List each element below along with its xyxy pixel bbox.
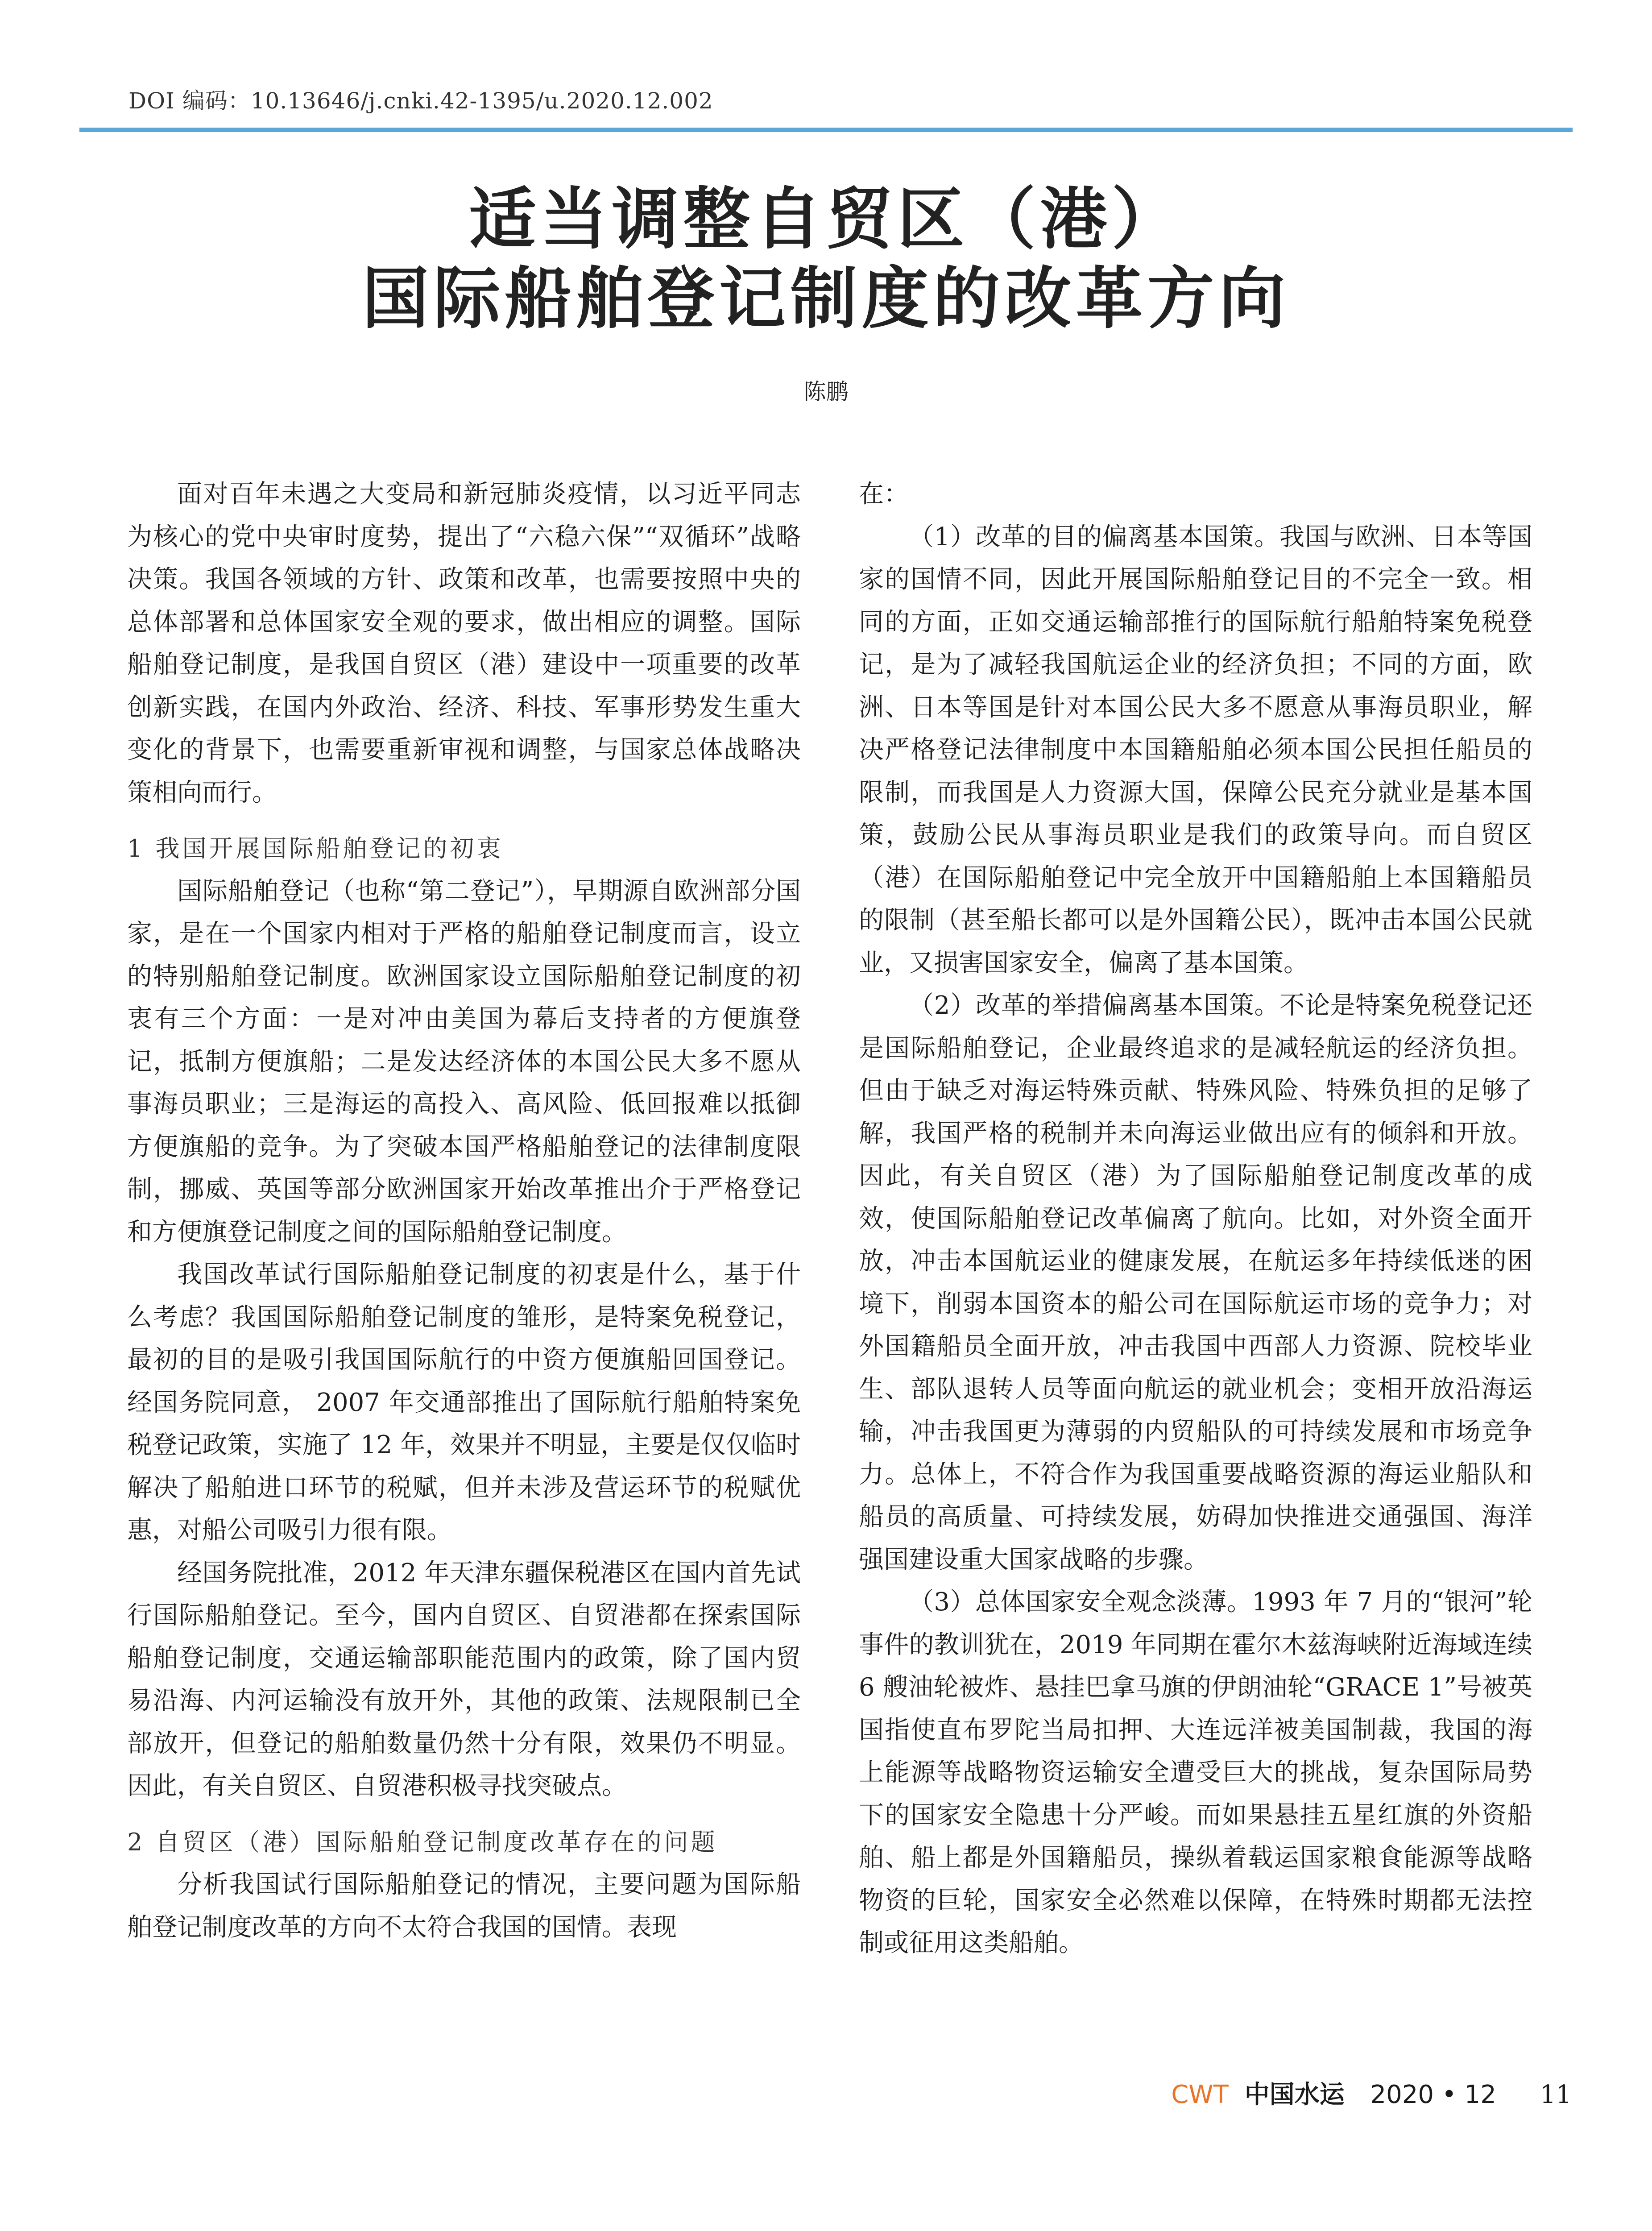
left-column [127, 473, 801, 1949]
section-heading-1: 1 我国开展国际船舶登记的初衷 [127, 834, 504, 863]
issue-number: 2020 • 12 [1370, 2080, 1496, 2109]
body-paragraph: （2）改革的举措偏离基本国策。不论是特案免税登记还是国际船舶登记，企业最终追求的是减轻航运的经济负担。但由于缺乏对海运特殊贡献、特殊风险、特殊负担的足够了解，我国严格的税制并未向海运业做出应有的倾斜和开放。因此，有关自贸区（港）为了国际船舶登记制度改革的成效，使国际船舶登记改革偏离了航向。比如，对外资全面开放，冲击本国航运业的健康发展，在航运多年持续低迷的困境下，削弱本国资本的船公司在国际航运市场的竞争力；对外国籍船员全面开放，冲击我国中西部人力资源、院校毕业生、部队退转人员等面向航运的就业机会；变相开放沿海运输，冲击我国更为薄弱的内贸船队的可持续发展和市场竞争力。总体上，不符合作为我国重要战略资源的海运业船队和船员的高质量、可持续发展，妨碍加快推进交通强国、海洋强国建设重大国家战略的步骤。 [859, 991, 1532, 1574]
body-paragraph-continued: 在： [859, 480, 909, 509]
doi-line: DOI 编码：10.13646/j.cnki.42-1395/u.2020.12.002 [128, 88, 713, 114]
body-paragraph: 国际船舶登记（也称“第二登记”），早期源自欧洲部分国家，是在一个国家内相对于严格的船舶登记制度而言，设立的特别船舶登记制度。欧洲国家设立国际船舶登记制度的初衷有三个方面：一是对冲由美国为幕后支持者的方便旗登记，抵制方便旗船；二是发达经济体的本国公民大多不愿从事海员职业；三是海运的高投入、高风险、低回报难以抵御方便旗船的竞争。为了突破本国严格船舶登记的法律制度限制，挪威、英国等部分欧洲国家开始改革推出介于严格登记和方便旗登记制度之间的国际船舶登记制度。 [127, 876, 801, 1247]
cwt-logo-text: CWT [1171, 2080, 1229, 2109]
section-heading-2: 2 自贸区（港）国际船舶登记制度改革存在的问题 [127, 1828, 718, 1856]
page-number: 11 [1540, 2080, 1572, 2109]
body-paragraph: 分析我国试行国际船舶登记的情况，主要问题为国际船舶登记制度改革的方向不太符合我国的国情。表现 [127, 1870, 801, 1942]
intro-paragraph: 面对百年未遇之大变局和新冠肺炎疫情，以习近平同志为核心的党中央审时度势，提出了“六稳六保”“双循环”战略决策。我国各领域的方针、政策和改革，也需要按照中央的总体部署和总体国家安全观的要求，做出相应的调整。国际船舶登记制度，是我国自贸区（港）建设中一项重要的改革创新实践，在国内外政治、经济、科技、军事形势发生重大变化的背景下，也需要重新审视和调整，与国家总体战略决策相向而行。 [127, 480, 801, 807]
right-column [859, 473, 1532, 1965]
article-title-line1: 适当调整自贸区（港） [469, 181, 1183, 258]
author-name: 陈鹏 [803, 379, 849, 405]
body-paragraph: （3）总体国家安全观念淡薄。1993 年 7 月的“银河”轮事件的教训犹在，2019 年同期在霍尔木兹海峡附近海域连续 6 艘油轮被炸、悬挂巴拿马旗的伊朗油轮“GRACE 1”号被英国指使直布罗陀当局扣押、大连远洋被美国制裁，我国的海上能源等战略物资运输安全遭受巨大的挑战，复杂国际局势下的国家安全隐患十分严峻。而如果悬挂五星红旗的外资船舶、船上都是外国籍船员，操纵着载运国家粮食能源等战略物资的巨轮，国家安全必然难以保障，在特殊时期都无法控制或征用这类船舶。 [859, 1588, 1532, 1957]
magazine-name: 中国水运 [1244, 2080, 1345, 2109]
article-title-line2: 国际船舶登记制度的改革方向 [362, 260, 1290, 338]
body-paragraph: 我国改革试行国际船舶登记制度的初衷是什么，基于什么考虑？我国国际船舶登记制度的雏形，是特案免税登记，最初的目的是吸引我国国际航行的中资方便旗船回国登记。经国务院同意， 2007 年交通部推出了国际航行船舶特案免税登记政策，实施了 12 年，效果并不明显，主要是仅仅临时解决了船舶进口环节的税赋，但并未涉及营运环节的税赋优惠，对船公司吸引力很有限。 [127, 1260, 801, 1545]
page-footer [1171, 2075, 1572, 2111]
body-paragraph: 经国务院批准，2012 年天津东疆保税港区在国内首先试行国际船舶登记。至今，国内自贸区、自贸港都在探索国际船舶登记制度，交通运输部职能范围内的政策，除了国内贸易沿海、内河运输没有放开外，其他的政策、法规限制已全部放开，但登记的船舶数量仍然十分有限，效果仍不明显。因此，有关自贸区、自贸港积极寻找突破点。 [127, 1558, 801, 1800]
header-rule [79, 128, 1573, 132]
body-paragraph: （1）改革的目的偏离基本国策。我国与欧洲、日本等国家的国情不同，因此开展国际船舶登记目的不完全一致。相同的方面，正如交通运输部推行的国际航行船舶特案免税登记，是为了减轻我国航运企业的经济负担；不同的方面，欧洲、日本等国是针对本国公民大多不愿意从事海员职业，解决严格登记法律制度中本国籍船舶必须本国公民担任船员的限制，而我国是人力资源大国，保障公民充分就业是基本国策，鼓励公民从事海员职业是我们的政策导向。而自贸区（港）在国际船舶登记中完全放开中国籍船舶上本国籍船员的限制（甚至船长都可以是外国籍公民），既冲击本国公民就业，又损害国家安全，偏离了基本国策。 [859, 522, 1532, 978]
